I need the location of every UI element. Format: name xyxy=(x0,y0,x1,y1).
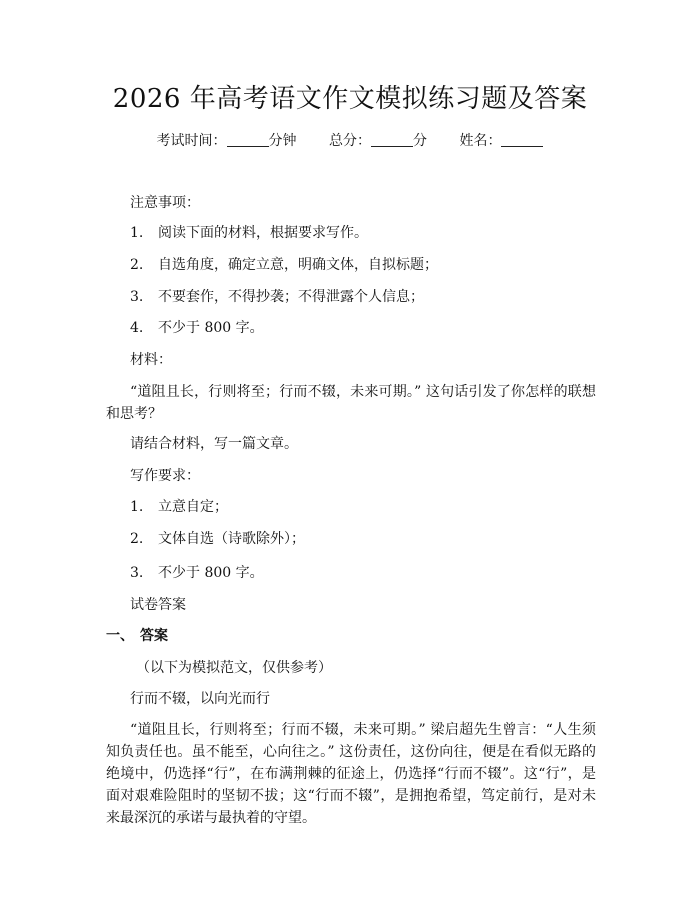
notice-item-number: 1. xyxy=(130,225,144,241)
requirement-item-number: 3. xyxy=(130,565,144,581)
requirement-item xyxy=(130,563,264,583)
notice-item-number: 4. xyxy=(130,320,144,336)
material-text: “道阻且长，行则将至；行而不辍，未来可期。” 这句话引发了你怎样的联想和思考？ xyxy=(106,384,596,422)
notice-item-text: 阅读下面的材料，根据要求写作。 xyxy=(158,225,368,241)
section-number: 一、 xyxy=(106,628,134,644)
exam-score-blank xyxy=(371,132,413,147)
notice-heading: 注意事项： xyxy=(130,195,200,211)
exam-name-blank xyxy=(501,132,543,147)
notice-item-text: 不要套作，不得抄袭；不得泄露个人信息； xyxy=(158,289,424,305)
requirement-item-number: 1. xyxy=(130,499,144,515)
material-instruction: 请结合材料，写一篇文章。 xyxy=(130,436,298,452)
notice-item xyxy=(130,223,368,243)
notice-item-text: 不少于 800 字。 xyxy=(158,320,264,336)
document-title: 2026 年高考语文作文模拟练习题及答案 xyxy=(112,84,588,114)
requirement-item-number: 2. xyxy=(130,531,144,547)
requirement-item xyxy=(130,529,305,549)
requirement-item xyxy=(130,497,228,517)
notice-item-number: 3. xyxy=(130,289,144,305)
notice-item-number: 2. xyxy=(130,257,144,273)
requirement-item-text: 立意自定； xyxy=(158,499,228,515)
requirements-heading: 写作要求： xyxy=(130,468,200,484)
exam-score xyxy=(329,133,431,149)
essay-note: （以下为模拟范文，仅供参考） xyxy=(136,660,332,676)
essay-title: 行而不辍，以向光而行 xyxy=(130,691,270,707)
notice-item xyxy=(130,318,264,338)
exam-time-label: 考试时间： xyxy=(156,133,227,149)
requirement-item-text: 不少于 800 字。 xyxy=(158,565,264,581)
answer-label: 试卷答案 xyxy=(130,597,186,613)
exam-time xyxy=(157,133,301,149)
exam-name-label: 姓名： xyxy=(459,133,502,149)
exam-time-blank xyxy=(227,132,269,147)
exam-info-row xyxy=(0,131,700,151)
notice-item xyxy=(130,255,438,275)
exam-score-label: 总分： xyxy=(329,133,371,149)
notice-item-text: 自选角度，确定立意，明确文体，自拟标题； xyxy=(158,257,438,273)
requirement-item-text: 文体自选（诗歌除外）； xyxy=(158,531,305,547)
section-heading xyxy=(106,626,168,646)
notice-item xyxy=(130,287,424,307)
exam-score-unit: 分 xyxy=(413,133,427,149)
material-heading: 材料： xyxy=(130,352,172,368)
essay-paragraph: “道阻且长，行则将至；行而不辍，未来可期。” 梁启超先生曾言：“人生须知负责任也。虽不能至，心向往之。” 这份责任，这份向往，便是在看似无路的绝境中，仍选择“行”，在布满荆棘的征途上，仍选择“行而不辍”。这“行”，是面对艰难险阻时的坚韧不拔；这“行而不辍”，是拥抱希望，笃定前行，是对未来最深沉的承诺与最执着的守望。 xyxy=(106,722,596,826)
exam-name xyxy=(459,133,543,149)
section-title: 答案 xyxy=(140,628,168,644)
exam-time-unit: 分钟 xyxy=(268,133,297,149)
